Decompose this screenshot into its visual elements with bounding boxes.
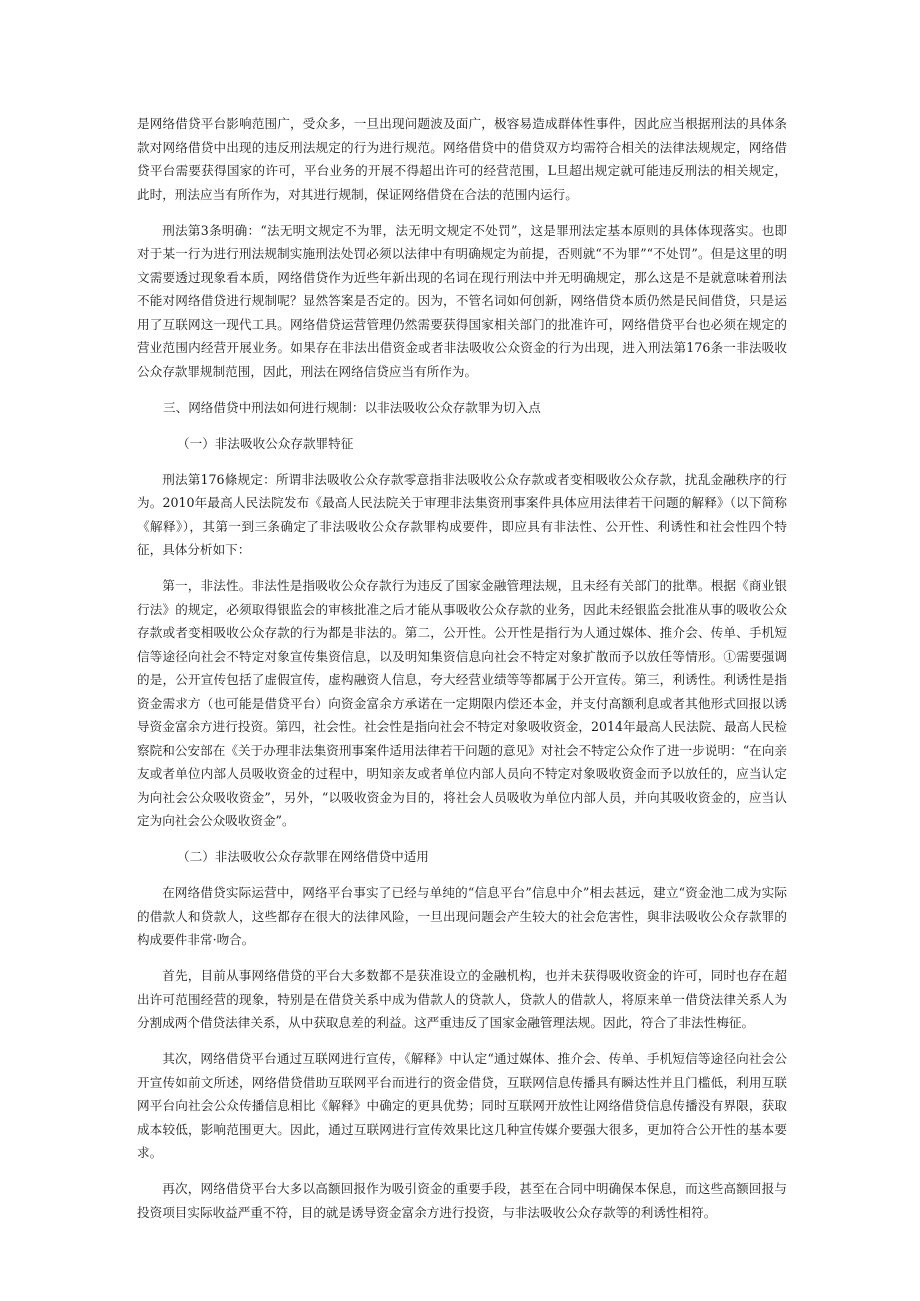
paragraph-3: 刑法第176條规定：所谓非法吸收公众存款零意指非法吸收公众存款或者变相吸收公众存款，扰乱金融秩序的行为。2010年最高人民法院发布《最高人民法院关于审理非法集资刑事案件具体应用法律若干问题的解释》（以下简称《解释》），其第一到三条确定了非法吸收公众存款罪构成要件，即应具有非法性、公开性、利诱性和社会性四个特征，具体分析如下： xyxy=(137,471,787,557)
paragraph-5: 在网络借贷实际运营中，网络平台事实了已经与单纯的“信息平台”信息中介”相去甚远，建立“资金池二成为实际的借款人和贷款人，这些都存在很大的法律风险，一旦出现问题会产生较大的社会危害性，與非法吸收公众存款罪的构成要件非常·吻合。 xyxy=(137,885,787,947)
paragraph-2: 刑法第3条明确：“法无明文规定不为罪，法无明文规定不处罚”，这是罪刑法定基本原则的具体体现落实。也即对于某一行为进行刑法规制实施刑法处罚必须以法律中有明确规定为前提，否则就“不为罪”“不处罚”。但是这里的明文需要透过现象看本质，网络借贷作为近些年新出现的名词在现行刑法中并无明确规定，那么这是不是就意味着刑法不能对网络借贷进行规制呢？显然答案是否定的。因为，不管名词如何创新，网络借贷本质仍然是民间借贷，只是运用了互联网这一现代工具。网络借贷运营管理仍然需要获得国家相关部门的批准许可，网络借贷平台也必须在规定的营业范围内经营开展业务。如果存在非法出借资金或者非法吸收公众资金的行为出现，进入刑法第176条一非法吸收公众存款罪规制范围，因此，刑法在网络信贷应当有所作为。 xyxy=(137,222,787,379)
paragraph-8: 再次，网络借贷平台大多以高额回报作为吸引资金的重要手段，甚至在合同中明确保本保息，而这些高额回报与投资项目实际收益严重不符，目的就是诱导资金富余方进行投资，与非法吸收公众存款等的利诱性相符。 xyxy=(137,1181,787,1220)
paragraph-6: 首先，目前从事网络借贷的平台大多数都不是获准设立的金融机构，也并未获得吸收资金的许可，同时也存在超出许可范围经营的现象，特别是在借贷关系中成为借款人的贷款人，贷款人的借款人，将原来单一借贷法律关系人为分割成两个借贷法律关系，从中获取息差的利益。这严重违反了国家金融管理法规。因此，符合了非法性梅征。 xyxy=(137,968,787,1030)
paragraph-1: 是网络借贷平台影响范围广，受众多，一旦出现问题波及面广，极容易造成群体性事件，因此应当根据刑法的具体条款对网络借贷中出现的违反刑法规定的行为进行规范。网络借贷中的借贷双方均需符合相关的法律法规规定，网络借贷平台需要获得国家的许可，平台业务的开展不得超出许可的经营范围，L旦超出规定就可能违反刑法的相关规定，此时，刑法应当有所作为，对其进行规制，保证网络借贷在合法的范围内运行。 xyxy=(137,116,787,202)
paragraph-4: 第一，非法性。非法性是指吸收公众存款行为违反了国家金融管理法规，且未经有关部门的批準。根据《商业银行法》的规定，必须取得银监会的审核批准之后才能从事吸收公众存款的业务，因此未经银监会批准从事的吸收公众存款或者变相吸收公众存款的行为都是非法的。第二，公开性。公开性是指行为人通过媒体、推介会、传单、手机短信等途径向社会不特定对象宣传集资信息，以及明知集资信息向社会不特定对象扩散而予以放任等情形。①需要强调的是，公开宣传包括了虚假宣传，虚构融资人信息，夸大经营业绩等等都属于公开宣传。第三，利诱性。利诱性是指资金需求方（也可能是借贷平台）向资金富余方承诺在一定期限内偿还本金，并支付高额利息或者其他形式回报以诱导资金富余方进行投资。第四，社会性。社会性是指向社会不特定对象吸收资金，2014年最高人民法院、最高人民检察院和公安部在《关于办理非法集资刑事案件适用法律若干问题的意见》对社会不特定公众作了进一步说明：“在向亲友或者单位内部人员吸收资金的过程中，明知亲友或者单位内部人员向不特定对象吸收资金而予以放任的，应当认定为向社会公众吸收资金”，另外，“以吸收资金为目的，将社会人员吸收为单位内部人员，并向其吸收资金的，应当认定为向社会公众吸收资金”。 xyxy=(137,578,787,828)
paragraph-7: 其次，网络借贷平台通过互联网进行宣传，《解释》中认定“通过媒体、推介会、传单、手机短信等途径向社会公开宣传如前文所述，网络借贷借助互联网平台而进行的资金借贷，互联网信息传播具有瞬达性并且门槛低，利用互联网平台向社会公众传播信息相比《解释》中确定的更具优势；同时互联网开放性让网络借贷信息传播没有界限，获取成本较低，影响范围更大。因此，通过互联网进行宣传效果比这几种宣传媒介要强大很多，更加符合公开性的基本要求。 xyxy=(137,1051,787,1160)
subsection-heading-1: （一）非法吸收公众存款罪特征 xyxy=(177,435,354,451)
document-page xyxy=(137,112,787,1237)
subsection-heading-2: （二）非法吸收公众存款罪在网络借贷中适用 xyxy=(177,849,429,864)
section-heading-3: 三、网络借贷中刑法如何进行规制：以非法吸收公众存款罪为切入点 xyxy=(163,399,541,415)
